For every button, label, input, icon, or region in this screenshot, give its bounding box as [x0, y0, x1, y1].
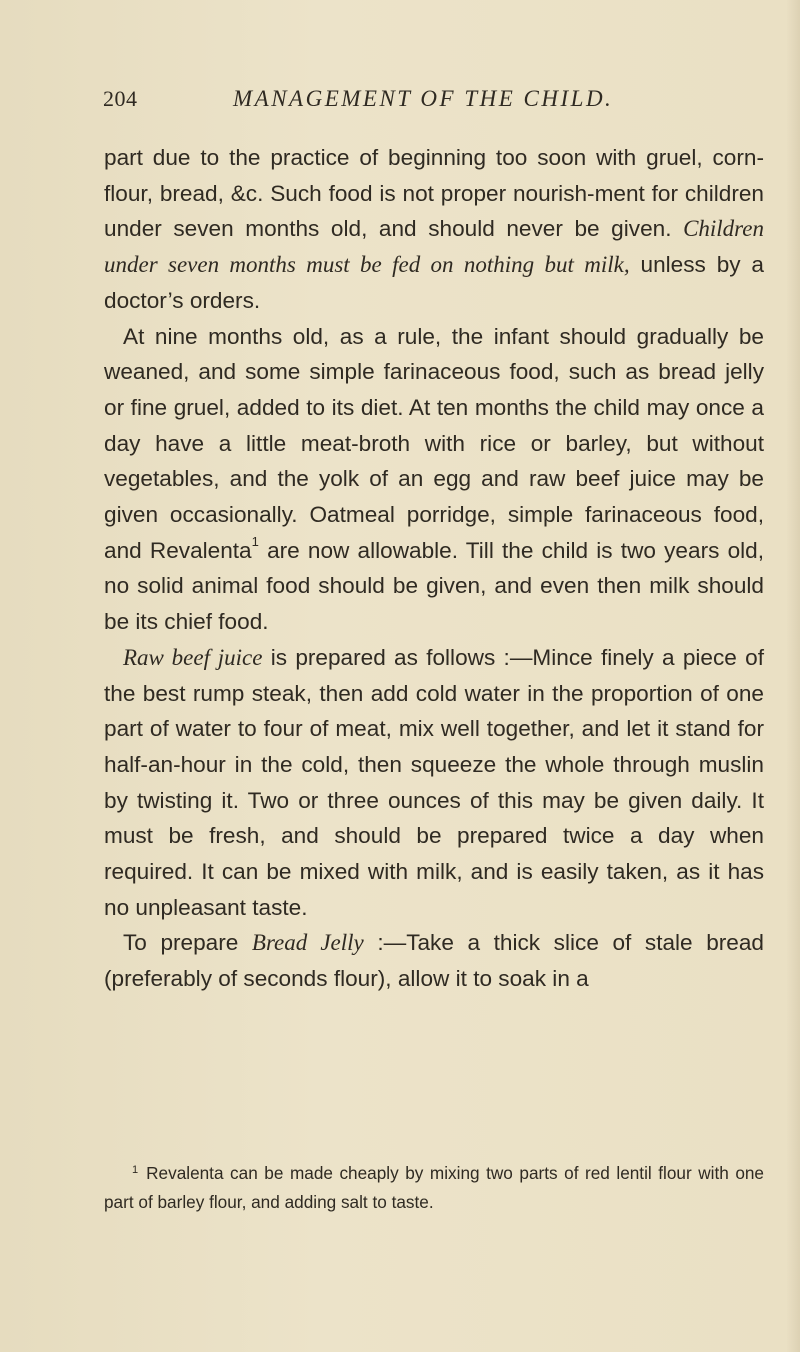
footnote-reference[interactable]: 1 [251, 534, 259, 550]
running-head: MANAGEMENT OF THE CHILD. [233, 86, 614, 111]
paragraph-1-italic: Children under seven months must be fed on nothing but milk, [104, 216, 764, 278]
paragraph-4-italic: Bread Jelly [251, 930, 364, 956]
page-number: 204 [103, 86, 138, 111]
paragraph-4-text-b: :—Take a thick slice of stale bread (preferably of seconds flour), allow it to soak in a [104, 930, 764, 992]
paragraph-1-text-a: part due to the practice of beginning too soon with gruel, corn-flour, bread, &c. Such food is not proper nourish-ment for children under seven months old, and should never be given. [104, 145, 764, 242]
footnote-text: Revalenta can be made cheaply by mixing two parts of red lentil flour with one part of barley flour, and adding salt to taste. [104, 1163, 764, 1212]
page-header [0, 86, 800, 118]
footnote [104, 1160, 764, 1215]
body-text [104, 140, 764, 997]
paragraph-3-italic: Raw beef juice [123, 644, 263, 670]
page-edge-shadow [786, 0, 800, 1352]
paragraph-1-text-b: unless by a doctor’s orders. [104, 252, 764, 313]
footnote-mark: 1 [132, 1164, 139, 1176]
paragraph-2-text-b: are now allowable. Till the child is two years old, no solid animal food should be given, and even then milk should be its chief food. [104, 537, 765, 635]
paragraph-4-text-a: To prepare [123, 930, 252, 956]
paragraph-1 [104, 140, 764, 319]
paragraph-2 [104, 319, 764, 640]
paragraph-2-text-a: At nine months old, as a rule, the infant should gradually be weaned, and some simple farinaceous food, such as bread jelly or fine gruel, added to its diet. At ten months the child may once a day have a little meat-broth with rice or barley, but without vegetables, and the yolk of an egg and raw beef juice may be given occasionally. Oatmeal porridge, simple farinaceous food, and Revalenta [104, 323, 764, 563]
paragraph-4 [104, 925, 764, 996]
paragraph-3 [104, 640, 764, 926]
paragraph-3-text: is prepared as follows :—Mince finely a piece of the best rump steak, then add cold water in the proportion of one part of water to four of meat, mix well together, and let it stand for half-an-hour in the cold, then squeeze the whole through muslin by twisting it. Two or three ounces of this may be given daily. It must be fresh, and should be prepared twice a day when required. It can be mixed with milk, and is easily taken, as it has no unpleasant taste. [104, 644, 764, 920]
